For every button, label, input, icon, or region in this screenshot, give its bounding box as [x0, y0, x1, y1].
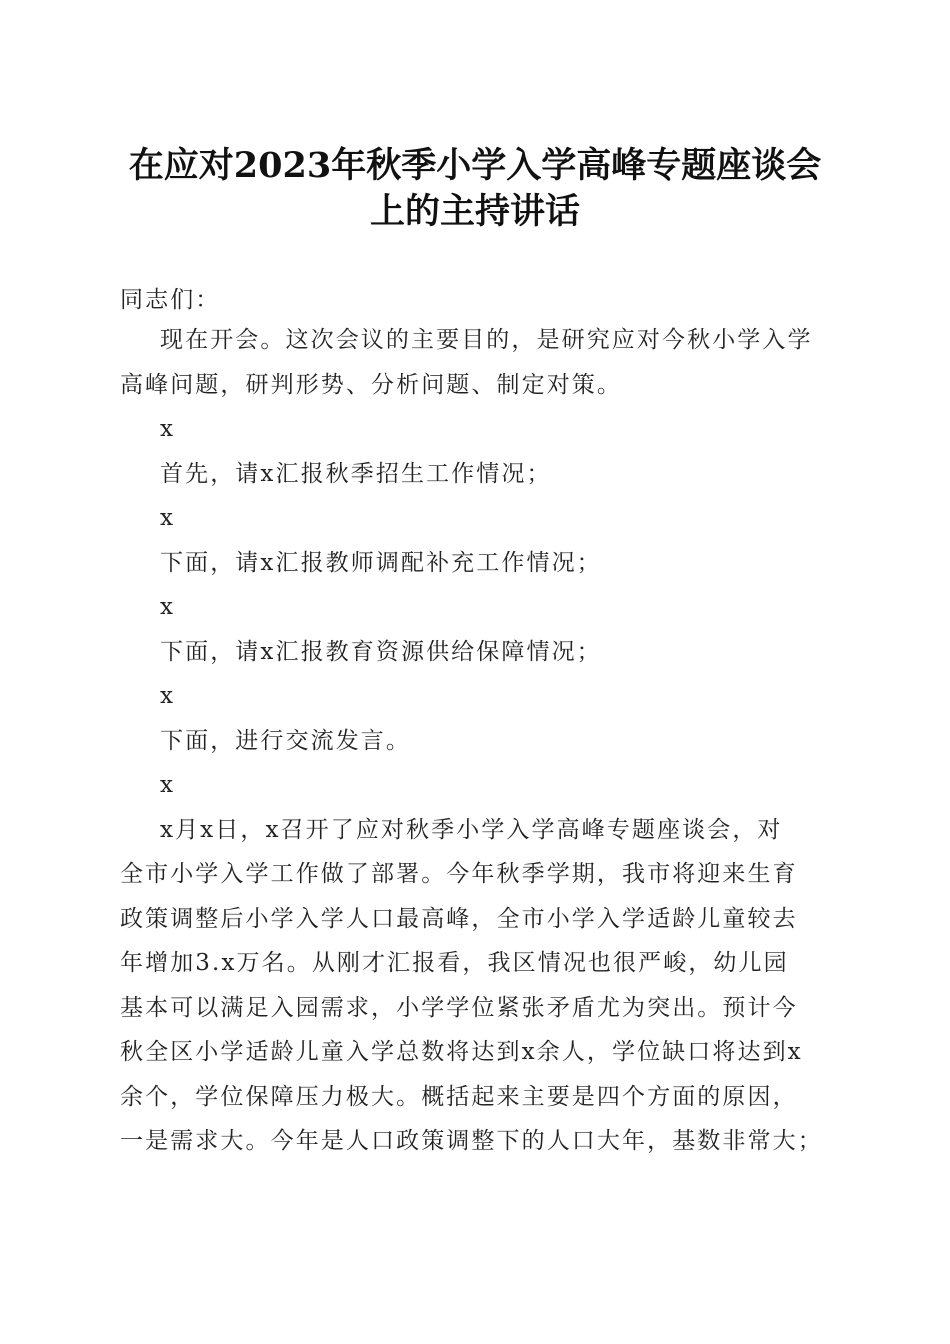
- document-title-line-2: 上的主持讲话: [369, 191, 580, 232]
- body-line: 基本可以满足入园需求，小学学位紧张矛盾尤为突出。预计今: [120, 994, 798, 1021]
- body-line: 高峰问题，研判形势、分析问题、制定对策。: [120, 371, 622, 398]
- body-line: 秋全区小学适龄儿童入学总数将达到x余人，学位缺口将达到x: [120, 1039, 803, 1065]
- body-line: 全市小学入学工作做了部署。今年秋季学期，我市将迎来生育: [120, 861, 798, 887]
- body-line: x: [160, 505, 176, 531]
- document-title-line-1: 在应对2023年秋季小学入学高峰专题座谈会: [128, 145, 822, 186]
- body-line: 首先，请x汇报秋季招生工作情况；: [160, 460, 552, 487]
- document-body: [120, 318, 840, 1164]
- body-line: x: [160, 594, 176, 620]
- body-line: x: [160, 772, 176, 798]
- body-line: x: [160, 683, 176, 709]
- body-line: x月x日，x召开了应对秋季小学入学高峰专题座谈会，对: [160, 816, 783, 843]
- body-line: 一是需求大。今年是人口政策调整下的人口大年，基数非常大；: [120, 1128, 823, 1154]
- body-line: 年增加3.x万名。从刚才汇报看，我区情况也很严峻，幼儿园: [120, 950, 789, 976]
- body-line: 下面，请x汇报教师调配补充工作情况；: [160, 549, 602, 576]
- body-line: 现在开会。这次会议的主要目的，是研究应对今秋小学入学: [160, 327, 813, 353]
- body-line: 下面，进行交流发言。: [160, 727, 411, 754]
- body-line: 政策调整后小学入学人口最高峰，全市小学入学适龄儿童较去: [120, 905, 798, 932]
- greeting: 同志们：: [120, 287, 221, 313]
- body-line: 余个，学位保障压力极大。概括起来主要是四个方面的原因，: [120, 1083, 798, 1110]
- body-line: 下面，请x汇报教育资源供给保障情况；: [160, 638, 602, 665]
- body-line: x: [160, 416, 176, 442]
